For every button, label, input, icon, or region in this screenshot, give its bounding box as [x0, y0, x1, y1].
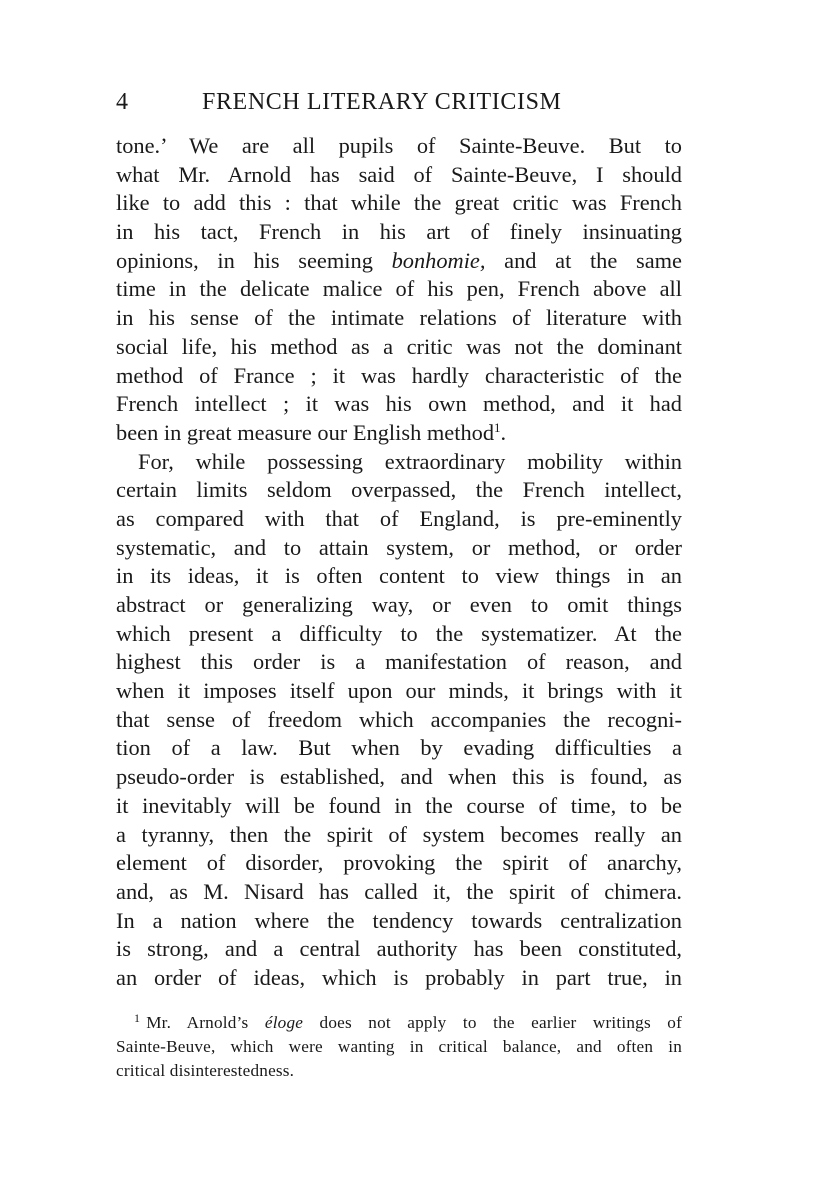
body-line: opinions, in his seeming bonhomie, and at the same — [116, 247, 682, 273]
body-line: like to add this : that while the great critic was French — [116, 190, 682, 216]
body-line: French intellect ; it was his own method, and it had — [116, 391, 682, 417]
footnote-marker: 1 — [134, 1010, 141, 1025]
body-line: been in great measure our English method$^1$. — [116, 419, 507, 445]
footnote-line: critical disinterestedness. — [116, 1060, 295, 1080]
body-line: certain limits seldom overpassed, the French intellect, — [116, 477, 682, 503]
footnote-line: Sainte-Beuve, which were wanting in critical balance, and often in — [116, 1036, 682, 1056]
body-line: systematic, and to attain system, or method, or order — [116, 534, 682, 560]
body-line: abstract or generalizing way, or even to omit things — [116, 592, 682, 617]
body-line: when it imposes itself upon our minds, it brings with it — [116, 678, 682, 704]
body-line: highest this order is a manifestation of reason, and — [116, 649, 682, 675]
body-line: social life, his method as a critic was not the dominant — [116, 333, 682, 359]
body-line: tion of a law. But when by evading difficulties a — [116, 735, 682, 761]
body-line: what Mr. Arnold has said of Sainte-Beuve, I should — [116, 161, 682, 187]
body-line: time in the delicate malice of his pen, French above all — [116, 276, 682, 302]
body-line: element of disorder, provoking the spirit of anarchy, — [116, 850, 682, 876]
body-line: pseudo-order is established, and when this is found, as — [116, 764, 682, 790]
body-line: as compared with that of England, is pre-eminently — [116, 505, 682, 531]
body-line: a tyranny, then the spirit of system becomes really an — [116, 821, 682, 847]
footnote-reference: 1 — [494, 419, 501, 435]
body-line: in its ideas, it is often content to view things in an — [116, 563, 682, 589]
body-line: in his tact, French in his art of finely insinuating — [116, 219, 682, 245]
body-text — [116, 132, 682, 993]
body-line: it inevitably will be found in the course of time, to be — [116, 792, 682, 818]
body-line: an order of ideas, which is probably in part true, in — [116, 964, 682, 990]
book-page — [116, 84, 682, 1083]
running-title: FRENCH LITERARY CRITICISM — [202, 89, 562, 115]
footnote — [116, 1011, 682, 1083]
footnote-line: $^1$ Mr. Arnold’s éloge does not apply to the earlier writings of — [134, 1010, 682, 1032]
body-line: which present a difficulty to the systematizer. At the — [116, 620, 682, 646]
body-line: that sense of freedom which accompanies the recogni- — [116, 706, 682, 732]
body-line: method of France ; it was hardly characteristic of the — [116, 362, 682, 388]
body-line: tone.’ We are all pupils of Sainte-Beuve. But to — [116, 133, 682, 158]
page-header — [116, 84, 682, 124]
page-number: 4 — [116, 89, 128, 115]
body-line: and, as M. Nisard has called it, the spirit of chimera. — [116, 878, 682, 904]
body-line: is strong, and a central authority has been constituted, — [116, 936, 682, 962]
body-line: For, while possessing extraordinary mobility within — [138, 448, 682, 474]
body-line: in his sense of the intimate relations of literature with — [116, 305, 682, 331]
body-line: In a nation where the tendency towards centralization — [116, 907, 682, 933]
italic-term: bonhomie, — [391, 247, 486, 273]
italic-term: éloge — [264, 1012, 304, 1032]
